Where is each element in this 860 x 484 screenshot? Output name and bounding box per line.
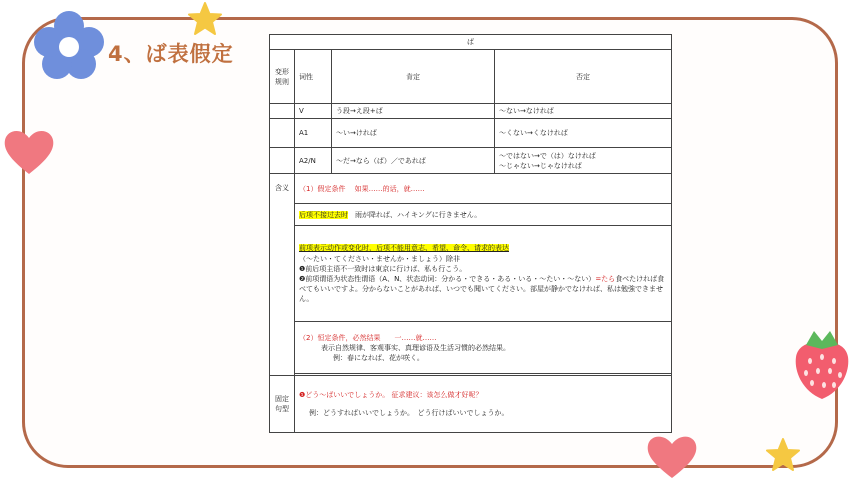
point-2: ❷前项谓语为状态性谓语（A、N、状态动词：分かる・できる・ある・いる・～たい・～ない）=たら食べたければ食べてもいいですよ。分からないことがあれば、いつでも聞いてください。部屋が静かでなければ、私は勉強できません。 bbox=[299, 274, 665, 304]
row-pos: A1 bbox=[295, 119, 332, 148]
row-negate bbox=[495, 148, 672, 174]
fixed-title: ❶どう～ばいいでしょうか。 征求建议：该怎么做才好呢？ bbox=[299, 391, 483, 400]
fixed-cell bbox=[295, 376, 672, 433]
row-pos: V bbox=[295, 104, 332, 119]
meaning2-desc: 表示自然规律、客观事实、真理谚语及生活习惯的必然结果。 bbox=[321, 343, 510, 352]
meaning2-example: 例：春になれば、花が咲く。 bbox=[333, 353, 424, 362]
header-negate: 否定 bbox=[495, 50, 672, 104]
fixed-example: 例：どうすればいいでしょうか。 どう行けばいいでしょうか。 bbox=[309, 409, 509, 418]
row-negate-line: ～じゃない→じゃなければ bbox=[499, 161, 582, 170]
page-title: 4、ば表假定 bbox=[108, 42, 234, 66]
row-pos: A2/N bbox=[295, 148, 332, 174]
strawberry-icon bbox=[790, 325, 854, 401]
restriction-title: 前项表示动作或变化时，后项不能用意志、希望、命令、请求的表达 bbox=[299, 244, 509, 253]
fixed-label: 固定 句型 bbox=[270, 376, 295, 433]
meaning2-cell bbox=[295, 322, 672, 374]
past-row bbox=[295, 204, 672, 226]
meaning1-title: （1）假定条件 如果……的话，就…… bbox=[295, 174, 672, 204]
row-affirm: ～だ→なら（ば）／であれば bbox=[332, 148, 495, 174]
row-affirm: う段→え段+ば bbox=[332, 104, 495, 119]
meaning2-title: （2）恒定条件，必然结果 一……就…… bbox=[299, 333, 437, 342]
table-row bbox=[270, 104, 672, 119]
row-affirm: ～い→ければ bbox=[332, 119, 495, 148]
heart-icon bbox=[646, 434, 698, 480]
row-negate: ～くない→くなければ bbox=[495, 119, 672, 148]
heart-icon bbox=[3, 128, 55, 176]
past-example: 雨が降れば、ハイキングに行きません。 bbox=[348, 210, 482, 219]
meaning-label: 含义 bbox=[270, 174, 295, 376]
table-row bbox=[270, 148, 672, 174]
past-label: 后项不接过去时 bbox=[299, 210, 348, 219]
header-pos: 词性 bbox=[295, 50, 332, 104]
star-icon bbox=[188, 2, 222, 36]
restriction-cell bbox=[295, 226, 672, 322]
star-icon bbox=[766, 438, 800, 472]
table-title: ば bbox=[270, 35, 672, 50]
flower-icon bbox=[33, 10, 105, 80]
table-row bbox=[270, 119, 672, 148]
grammar-table bbox=[269, 34, 672, 433]
row-negate: ～ない→なければ bbox=[495, 104, 672, 119]
restriction-exception: （～たい・てください・ませんか・ましょう）除非 bbox=[299, 254, 460, 263]
tara-note: =たら bbox=[595, 274, 616, 283]
header-group: 变形 规则 bbox=[270, 50, 295, 104]
point-1: ❶前后项主语不一致时は東京に行けば、私も行こう。 bbox=[299, 264, 467, 273]
row-negate-line: ～ではない→で（は）なければ bbox=[499, 151, 596, 160]
header-affirm: 肯定 bbox=[332, 50, 495, 104]
